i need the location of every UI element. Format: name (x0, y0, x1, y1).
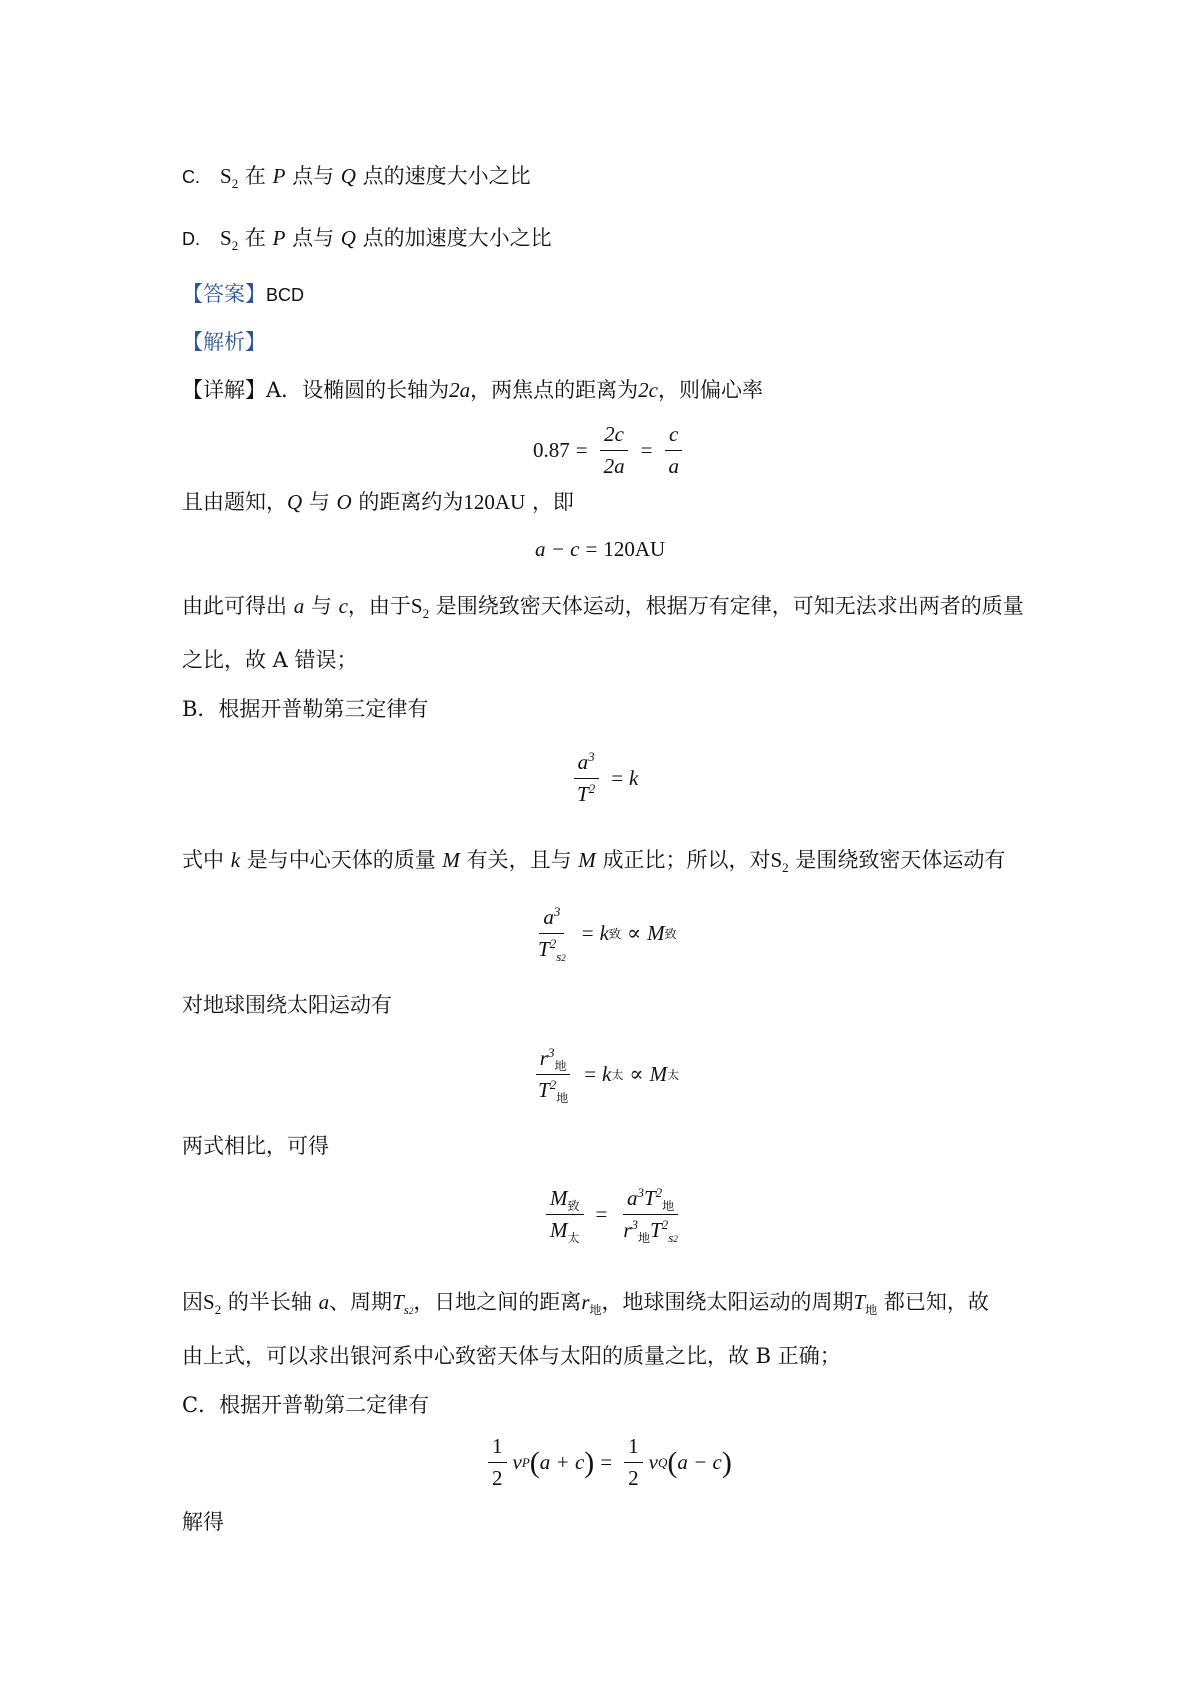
eq6-rd-t-subsub: 2 (673, 1234, 678, 1245)
line-q-t4: ，即 (531, 490, 574, 514)
eq5-k: k (602, 1062, 612, 1086)
eq5-num-sub: 地 (554, 1059, 567, 1074)
eq3-num (574, 750, 599, 779)
eq4-equals: = (581, 921, 594, 945)
eq3-equals: = (611, 766, 624, 790)
option-c-q: Q (340, 164, 356, 188)
eq6-rd-r-sup: 3 (631, 1217, 639, 1232)
eq4-den-sup: 2 (549, 936, 557, 951)
eq6-rn-a-sup: 3 (637, 1185, 644, 1200)
eq1-frac2 (664, 422, 683, 479)
line-q-t3: 的距离约为 (358, 490, 464, 514)
eq7-half-1 (488, 1434, 507, 1491)
line-ac1-t2: 与 (310, 594, 332, 618)
option-d-s-sub: 2 (231, 238, 239, 254)
eq4-num (539, 905, 564, 934)
eq5-num-base: r (539, 1046, 548, 1070)
line-known1-t6: 都已知，故 (883, 1290, 989, 1314)
equation-earth-orbit: $\frac{r^3_地}{T^2_地}$ = k 太 ∝ M 太 (528, 1046, 679, 1103)
eq4-den (534, 934, 570, 965)
line-q-o: O (336, 490, 352, 514)
line-k-t4: 成正比；所以，对 (602, 848, 771, 872)
eq6-ld-sub: 太 (567, 1231, 580, 1246)
detail-end: ，则偏心率 (658, 378, 763, 402)
line-ac1-t3: ，由于 (347, 594, 411, 618)
eq1-d2: a (668, 454, 679, 478)
line-earth (182, 993, 392, 1018)
equation-mass-ratio (540, 1185, 688, 1246)
eq6-rd-r: r (623, 1218, 632, 1242)
eq5-prop: ∝ (629, 1062, 644, 1086)
eq4-den-sub-s: s (556, 949, 562, 965)
eq3-den-sup: 2 (588, 781, 596, 796)
eq7-half-2 (624, 1434, 643, 1491)
eq4-prop: ∝ (626, 921, 642, 945)
line-compare (182, 1134, 329, 1159)
eq1-equals: = (575, 438, 588, 462)
eq6-rn-a: a (626, 1186, 638, 1210)
line-ac-2 (182, 648, 358, 673)
line-solve-text: 解得 (182, 1510, 224, 1534)
line-compare-text: 两式相比，可得 (182, 1134, 329, 1158)
line-k-t3: 有关，且与 (466, 848, 572, 872)
eq6-rd-t-sup: 2 (661, 1217, 669, 1232)
eq6-ln-sub: 致 (567, 1199, 580, 1214)
eq2-lhs: a − c (535, 537, 580, 561)
eq6-rn-t-sub: 地 (662, 1199, 675, 1214)
option-c-t1: 在 (244, 164, 266, 188)
line-ac1-t1: 由此可得出 (182, 594, 287, 618)
eq6-ld-base: M (550, 1218, 568, 1242)
line-known1-t2-sub: 地 (865, 1303, 878, 1318)
eq5-frac (534, 1045, 572, 1106)
eq5-den-sup: 2 (549, 1077, 557, 1092)
eq4-m: M (647, 921, 665, 945)
eq4-den-base: T (538, 937, 550, 961)
option-d-t1: 在 (244, 226, 266, 250)
option-c-letter: C. (182, 167, 200, 187)
option-c-s: S (220, 164, 232, 188)
eq2-equals: = (585, 537, 598, 561)
line-k-s-sub: 2 (782, 860, 789, 876)
line-q-t1: 且由题知， (182, 490, 287, 514)
line-b (182, 697, 428, 722)
eq6-rn (623, 1186, 678, 1215)
eq6-rd-r-sub: 地 (638, 1231, 651, 1246)
answer-tag: 【答案】 (182, 282, 266, 306)
eq3-den (573, 779, 599, 807)
answer-line (182, 282, 304, 307)
eq1-d1: 2a (603, 454, 625, 478)
eq6-rd (619, 1215, 681, 1246)
line-q-dist: 120AU (463, 490, 526, 514)
eq4-num-sup: 3 (553, 904, 561, 919)
eq4-den-subsub: 2 (561, 953, 566, 964)
option-d-p: P (272, 226, 286, 250)
detail-tag: 【详解】 (182, 378, 266, 402)
eq6-frac-right (619, 1185, 681, 1246)
eq5-m: M (649, 1062, 668, 1086)
detail-a-line (182, 378, 763, 403)
eq3-num-base: a (577, 750, 589, 774)
eq6-ln-base: M (550, 1186, 568, 1210)
line-known1-a: a (318, 1290, 330, 1314)
line-ac1-s: S (410, 594, 423, 618)
eq7-lparen-1: ( (529, 1445, 540, 1479)
line-k-t5: 是围绕致密天体运动有 (795, 848, 1006, 872)
eq7-half1-num: 1 (488, 1434, 507, 1463)
line-known1-r: r (581, 1290, 590, 1314)
line-known1-t1: 因 (182, 1290, 203, 1314)
eq4-den-sub (556, 949, 566, 964)
line-known1-t-sub-s: s (403, 1302, 409, 1318)
eq4-frac (534, 904, 570, 965)
eq7-lparen-2: ( (667, 1445, 678, 1479)
line-ac-1 (182, 594, 1024, 622)
line-known1-s: S (203, 1290, 215, 1314)
option-c-t2: 点与 (292, 164, 335, 188)
line-known2-text: 由上式，可以求出银河系中心致密天体与太阳的质量之比，故 B 正确； (182, 1344, 841, 1368)
eq7-equals: = (600, 1450, 613, 1474)
eq1-equals2: = (640, 438, 653, 462)
line-k-s: S (770, 848, 783, 872)
analysis-line (182, 330, 266, 355)
eq5-den (534, 1075, 572, 1106)
option-c (182, 164, 531, 192)
eq5-den-sub: 地 (556, 1091, 569, 1106)
eq7-vp: v (512, 1450, 522, 1474)
line-known1-t3: 、周期 (329, 1290, 393, 1314)
line-k-m2: M (578, 848, 596, 872)
eq6-rn-t: T (643, 1186, 656, 1210)
equation-kepler-third (567, 750, 638, 807)
line-known1-t2: T (853, 1290, 866, 1314)
eq1-n2: c (665, 422, 682, 451)
equation-a-minus-c (535, 537, 665, 562)
line-b-text: B．根据开普勒第三定律有 (182, 697, 429, 721)
eq5-den-base: T (538, 1078, 550, 1102)
line-ac2-text: 之比，故 A 错误； (182, 648, 358, 672)
eq5-num-sup: 3 (547, 1045, 555, 1060)
line-k-t1: 式中 (182, 848, 224, 872)
eq4-k: k (599, 921, 609, 945)
line-q-distance (182, 490, 574, 515)
eq7-rparen-1: ) (584, 1445, 595, 1479)
eq7-vq: v (648, 1450, 658, 1474)
eq7-inner1: a + c (539, 1450, 585, 1474)
detail-two-a: 2a (449, 378, 471, 402)
option-d-t2: 点与 (292, 226, 335, 250)
eq3-den-base: T (577, 782, 589, 806)
eq6-equals: = (595, 1202, 608, 1226)
eq7-inner2: a − c (677, 1450, 722, 1474)
eq6-rd-t-sub (668, 1230, 678, 1245)
line-known1-s-sub: 2 (214, 1302, 222, 1318)
eq7-rparen-2: ) (721, 1445, 732, 1479)
option-d-letter: D. (182, 229, 200, 249)
eq1-frac1 (600, 422, 629, 479)
line-ac1-c: c (338, 594, 348, 618)
line-known1-t5: ，地球围绕太阳运动的周期 (601, 1290, 854, 1314)
option-c-p: P (272, 164, 286, 188)
eq6-ld (546, 1215, 584, 1246)
line-earth-text: 对地球围绕太阳运动有 (182, 993, 392, 1017)
line-known-1 (182, 1290, 989, 1318)
option-c-s-sub: 2 (231, 176, 239, 192)
eq6-rn-t-sup: 2 (655, 1185, 663, 1200)
line-c-text: C．根据开普勒第二定律有 (182, 1393, 430, 1417)
line-ac1-a: a (293, 594, 305, 618)
equation-kepler-second: $\frac{1}{2}$ v P ( a + c ) = $\frac{1}{2}$ v Q ( a − c ) (482, 1434, 732, 1491)
detail-two-c: 2c (638, 378, 658, 402)
detail-mid: ，两焦点的距离为 (470, 378, 639, 402)
answer-value: BCD (266, 285, 305, 305)
eq5-num (536, 1046, 571, 1075)
eq3-rhs: k (629, 766, 639, 790)
line-k (182, 848, 1006, 876)
line-k-m1: M (442, 848, 460, 872)
eq2-rhs: 120AU (603, 537, 666, 561)
eq1-lhs: 0.87 (533, 438, 570, 462)
line-q-q: Q (287, 490, 303, 514)
eq4-num-base: a (543, 905, 554, 929)
line-known1-t-subsub: 2 (408, 1306, 414, 1317)
analysis-tag: 【解析】 (182, 330, 266, 354)
line-k-k: k (230, 848, 241, 872)
eq3-frac (573, 750, 599, 807)
eq3-num-sup: 3 (588, 749, 595, 764)
line-k-t2: 是与中心天体的质量 (246, 848, 436, 872)
eq6-rd-t-sub-s: s (668, 1230, 674, 1246)
eq7-half2-den: 2 (628, 1466, 639, 1490)
eq6-frac-left (546, 1186, 584, 1246)
line-known1-t2: 的半长轴 (227, 1290, 312, 1314)
detail-a-label: A．设椭圆的长轴为 (266, 378, 450, 402)
line-known1-t-sub (404, 1302, 414, 1317)
eq1-n1: 2c (600, 422, 628, 451)
line-c (182, 1393, 429, 1418)
line-q-t2: 与 (308, 490, 330, 514)
eq5-equals: = (584, 1062, 597, 1086)
option-c-t3: 点的速度大小之比 (362, 164, 531, 188)
line-known1-t4: ，日地之间的距离 (413, 1290, 582, 1314)
eq7-half2-num: 1 (624, 1434, 643, 1463)
line-solve (182, 1510, 224, 1535)
option-d-s: S (220, 226, 232, 250)
equation-eccentricity (533, 422, 689, 479)
equation-s2-orbit: $\frac{a^3}{T^2_{s2}}$ = k 致 ∝ M 致 (528, 905, 677, 962)
eq7-half1-den: 2 (492, 1466, 503, 1490)
line-known1-r-sub: 地 (589, 1303, 602, 1318)
option-d-t3: 点的加速度大小之比 (362, 226, 552, 250)
option-d (182, 226, 552, 254)
eq6-rd-t: T (650, 1218, 662, 1242)
line-ac1-t4: 是围绕致密天体运动，根据万有定律，可知无法求出两者的质量 (435, 594, 1024, 618)
option-d-q: Q (340, 226, 356, 250)
eq6-ln (546, 1186, 584, 1215)
line-known1-t: T (392, 1290, 404, 1314)
line-ac1-s-sub: 2 (422, 606, 430, 622)
line-known-2 (182, 1344, 841, 1369)
